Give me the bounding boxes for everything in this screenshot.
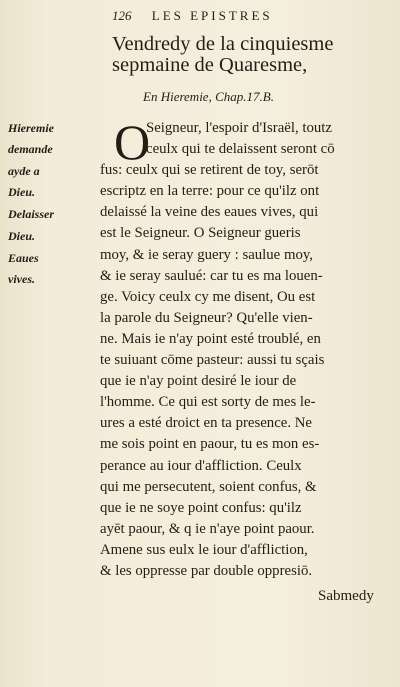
page-number: 126 [112, 8, 132, 23]
text-line: escriptz en la terre: pour ce qu'ilz ont [100, 183, 320, 200]
text-line: ayēt paour, & q ie n'aye point paour. [100, 520, 315, 537]
text-line: fus: ceulx qui se retirent de toy, serōt [100, 162, 319, 179]
text-line: l'homme. Ce qui est sorty de mes le- [100, 394, 316, 411]
text-line: perance au iour d'affliction. Ceulx [100, 457, 302, 474]
running-head [112, 8, 382, 24]
margin-note-6: Dieu. [8, 229, 35, 243]
section-title-line-2: sepmaine de Quaresme, [112, 54, 308, 77]
text-line: ures a esté droict en ta presence. Ne [100, 415, 312, 432]
margin-note-4: Dieu. [8, 185, 35, 199]
running-title: LES EPISTRES [151, 8, 273, 23]
text-line: ge. Voicy ceulx cy me disent, Ou est [100, 288, 316, 305]
margin-note-5: Delaisser [8, 207, 54, 221]
margin-note-3: ayde a [8, 164, 40, 178]
text-line: Amene sus eulx le iour d'affliction, [100, 541, 308, 558]
scripture-reference: En Hieremie, Chap.17.B. [143, 89, 274, 104]
text-line: & ie seray saulué: car tu es ma louen- [100, 267, 323, 284]
text-line: ne. Mais ie n'ay point esté troublé, en [100, 330, 321, 347]
text-line: ceulx qui te delaissent seront cō [146, 141, 335, 158]
text-line: que ie n'ay point desiré le iour de [100, 373, 297, 390]
margin-note-8: vives. [8, 272, 35, 286]
text-line: delaissé la veine des eaues vives, qui [100, 204, 319, 221]
text-line: moy, & ie seray guery : saulue moy, [100, 246, 313, 263]
margin-note-7: Eaues [8, 251, 39, 265]
body-text [100, 114, 390, 582]
text-line: que ie ne soye point confus: qu'ilz [100, 499, 302, 516]
margin-note-1: Hieremie [8, 121, 54, 135]
margin-note-2: demande [8, 142, 53, 156]
text-line: qui me persecutent, soient confus, & [100, 478, 317, 495]
section-title-line-1: Vendredy de la cinquiesme [112, 33, 334, 55]
text-line: & les oppresse par double oppresiō. [100, 562, 313, 579]
section-title [112, 32, 374, 77]
text-line: me sois point en paour, tu es mon es- [100, 436, 320, 453]
text-line: te suiuant cōme pasteur: aussi tu sçais [100, 352, 325, 369]
drop-cap: O [114, 114, 151, 170]
text-line: la parole du Seigneur? Qu'elle vien- [100, 309, 313, 326]
catchword: Sabmedy [318, 588, 374, 604]
text-line: est le Seigneur. O Seigneur gueris [100, 225, 301, 242]
text-line: Seigneur, l'espoir d'Israël, toutz [146, 120, 332, 136]
